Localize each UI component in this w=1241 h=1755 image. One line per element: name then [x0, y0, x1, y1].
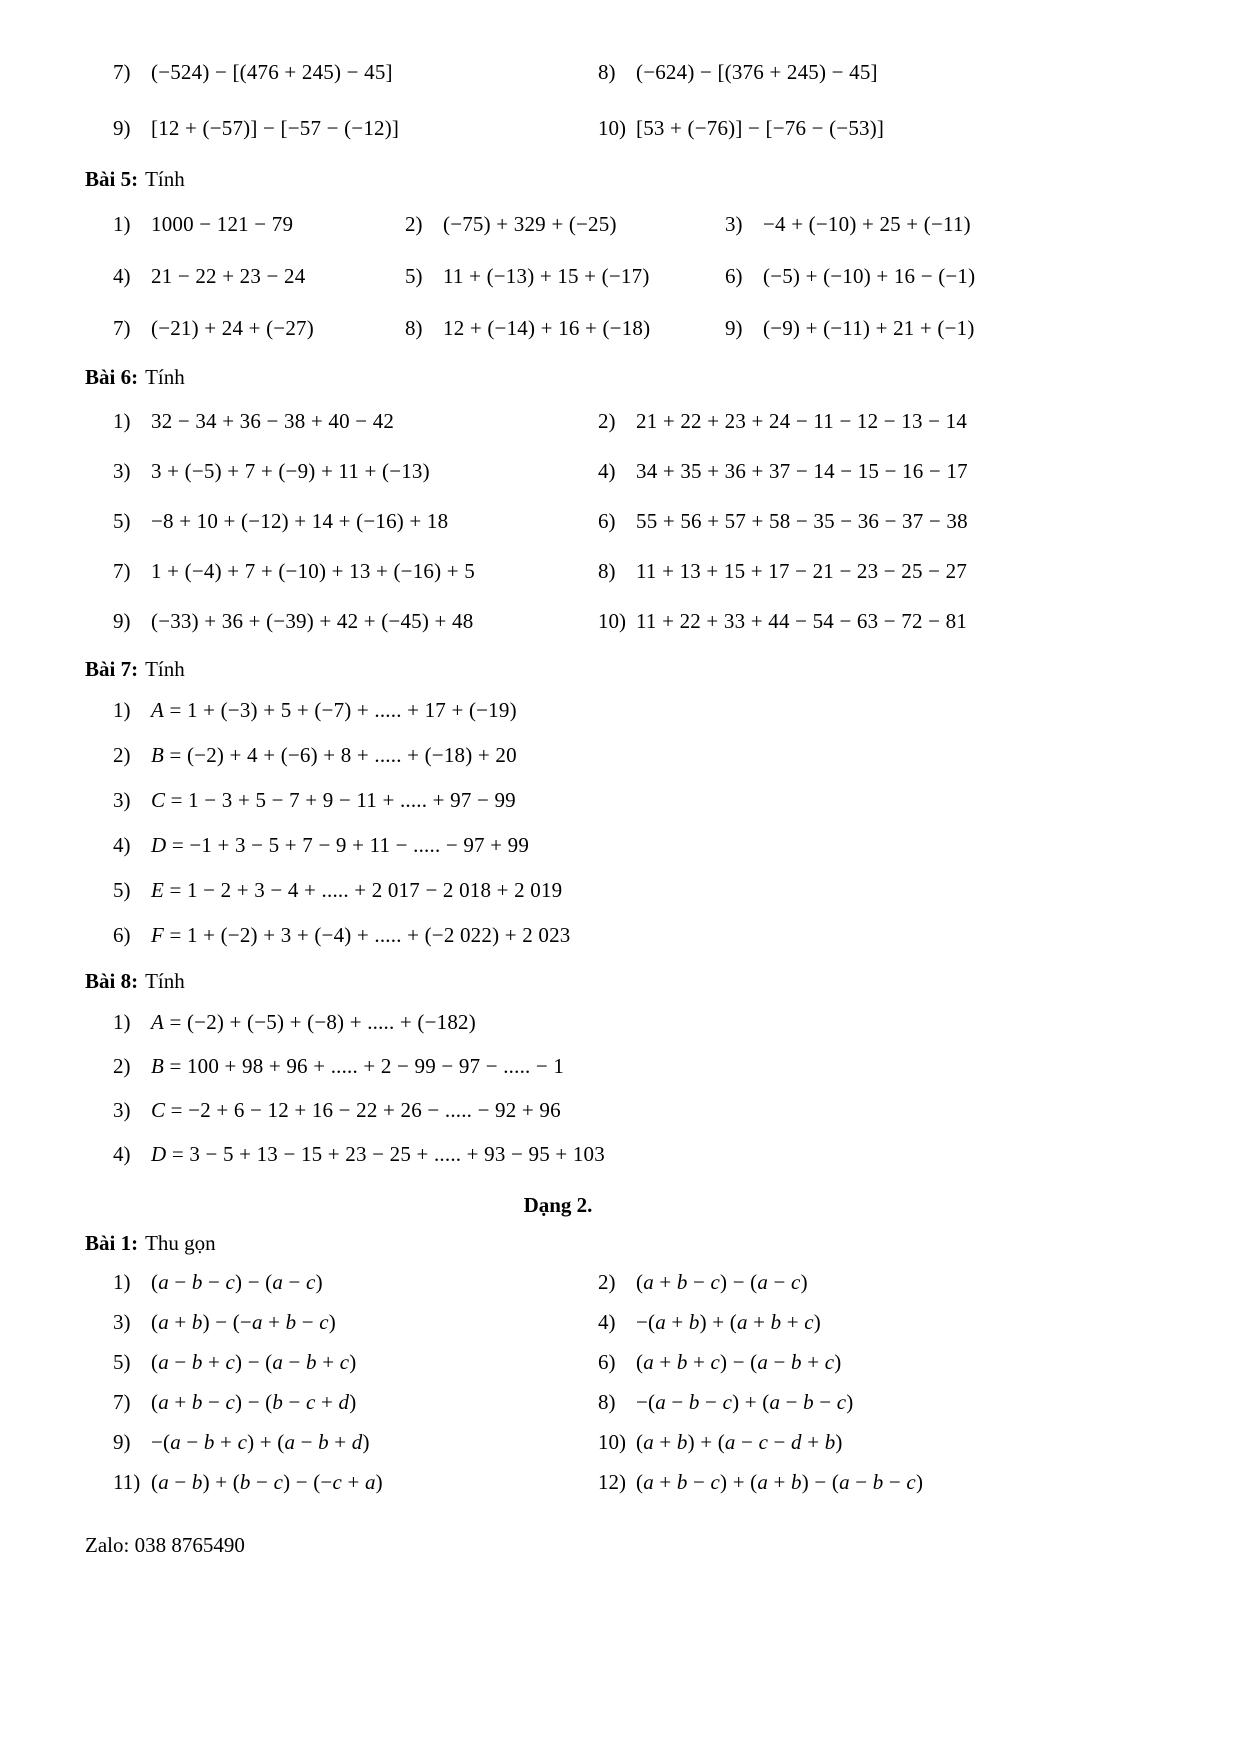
item-number: 1) — [113, 1269, 131, 1294]
item-number: 9) — [725, 315, 743, 340]
item-number: 7) — [113, 1389, 131, 1414]
section-subtitle: Thu gọn — [145, 1231, 216, 1255]
item-expression: (a − b) + (b − c) − (−c + a) — [151, 1469, 383, 1494]
item-number: 2) — [113, 743, 131, 767]
item-expression: (a + b − c) − (a − c) — [636, 1269, 808, 1294]
item-number: 1) — [113, 211, 131, 236]
bai5-items — [113, 198, 1201, 354]
exercise-item — [113, 496, 598, 546]
exercise-item — [598, 44, 1201, 100]
item-number: 3) — [725, 211, 743, 236]
section-title: Bài 5: — [85, 167, 139, 191]
item-expression: B = (−2) + 4 + (−6) + 8 + ..... + (−18) + 20 — [151, 743, 517, 767]
item-expression: D = 3 − 5 + 13 − 15 + 23 − 25 + ..... + 93 − 95 + 103 — [151, 1141, 605, 1166]
item-expression: 32 − 34 + 36 − 38 + 40 − 42 — [151, 408, 395, 433]
exercise-item — [113, 1000, 1201, 1044]
exercise-item — [598, 1262, 1201, 1302]
exercise-item — [598, 1422, 1201, 1462]
item-number: 3) — [113, 1097, 131, 1122]
item-expression: 11 + (−13) + 15 + (−17) — [443, 263, 650, 288]
bai8-header — [85, 966, 1201, 996]
item-expression: −(a − b + c) + (a − b + d) — [151, 1429, 370, 1454]
dang2-heading: Dạng 2. — [523, 1193, 593, 1217]
bai5-header — [85, 164, 1201, 194]
section-subtitle: Tính — [145, 969, 185, 993]
bai6-header — [85, 362, 1201, 392]
exercise-item — [113, 1342, 598, 1382]
section-subtitle: Tính — [145, 167, 185, 191]
footer-zalo: Zalo: 038 8765490 — [85, 1533, 245, 1557]
item-number: 2) — [598, 1269, 616, 1294]
item-number: 7) — [113, 315, 131, 340]
item-expression: 11 + 13 + 15 + 17 − 21 − 23 − 25 − 27 — [636, 558, 968, 583]
item-number: 5) — [113, 1349, 131, 1374]
exercise-item — [113, 1302, 598, 1342]
item-number: 5) — [113, 508, 131, 533]
exercise-item — [113, 1462, 598, 1502]
exercise-item — [598, 100, 1201, 156]
item-expression: (a + b + c) − (a − b + c) — [636, 1349, 842, 1374]
item-expression: (−624) − [(376 + 245) − 45] — [636, 59, 878, 84]
exercise-item — [113, 446, 598, 496]
item-number: 10) — [598, 1429, 626, 1454]
bai6-items — [113, 396, 1201, 646]
exercise-item — [598, 1302, 1201, 1342]
item-number: 4) — [113, 833, 131, 857]
item-expression: (−33) + 36 + (−39) + 42 + (−45) + 48 — [151, 608, 474, 633]
item-number: 6) — [725, 263, 743, 288]
item-expression: (a + b − c) − (b − c + d) — [151, 1389, 357, 1414]
item-number: 7) — [113, 558, 131, 583]
item-expression: B = 100 + 98 + 96 + ..... + 2 − 99 − 97 − ..... − 1 — [151, 1053, 565, 1078]
exercise-item — [725, 302, 1201, 354]
item-expression: (−5) + (−10) + 16 − (−1) — [763, 263, 976, 288]
item-number: 3) — [113, 1309, 131, 1334]
item-expression: −(a + b) + (a + b + c) — [636, 1309, 821, 1334]
exercise-item — [598, 1462, 1201, 1502]
item-number: 4) — [113, 263, 131, 288]
exercise-item — [113, 100, 598, 156]
item-number: 6) — [598, 1349, 616, 1374]
exercise-item — [598, 396, 1201, 446]
exercise-item — [598, 1382, 1201, 1422]
exercise-item — [113, 198, 405, 250]
item-number: 7) — [113, 59, 131, 84]
exercise-item — [113, 778, 1201, 823]
item-number: 3) — [113, 788, 131, 812]
item-number: 11) — [113, 1469, 141, 1494]
item-expression: 1000 − 121 − 79 — [151, 211, 294, 236]
item-expression: A = 1 + (−3) + 5 + (−7) + ..... + 17 + (−19) — [151, 698, 517, 722]
item-expression: (a − b + c) − (a − b + c) — [151, 1349, 357, 1374]
item-expression: [53 + (−76)] − [−76 − (−53)] — [636, 115, 885, 140]
item-expression: (−524) − [(476 + 245) − 45] — [151, 59, 393, 84]
item-expression: 1 + (−4) + 7 + (−10) + 13 + (−16) + 5 — [151, 558, 475, 583]
exercise-item — [113, 823, 1201, 868]
exercise-item — [113, 1132, 1201, 1176]
exercise-item — [113, 733, 1201, 778]
exercise-item — [405, 198, 725, 250]
item-number: 6) — [598, 508, 616, 533]
item-expression: E = 1 − 2 + 3 − 4 + ..... + 2 017 − 2 018 + 2 019 — [151, 878, 563, 902]
item-expression: −4 + (−10) + 25 + (−11) — [763, 211, 971, 236]
item-number: 4) — [113, 1141, 131, 1166]
item-expression: (a + b) + (a − c − d + b) — [636, 1429, 843, 1454]
bai1-header — [85, 1228, 1201, 1258]
exercise-item — [113, 1088, 1201, 1132]
item-number: 4) — [598, 1309, 616, 1334]
item-expression: D = −1 + 3 − 5 + 7 − 9 + 11 − ..... − 97 + 99 — [151, 833, 530, 857]
exercise-item — [113, 302, 405, 354]
exercise-item — [113, 913, 1201, 958]
item-number: 8) — [598, 1389, 616, 1414]
item-expression: (a − b − c) − (a − c) — [151, 1269, 323, 1294]
section-title: Bài 8: — [85, 969, 139, 993]
item-expression: −8 + 10 + (−12) + 14 + (−16) + 18 — [151, 508, 449, 533]
item-expression: 21 + 22 + 23 + 24 − 11 − 12 − 13 − 14 — [636, 408, 968, 433]
item-number: 1) — [113, 408, 131, 433]
section-subtitle: Tính — [145, 657, 185, 681]
bai1-items — [113, 1262, 1201, 1502]
item-expression: (a + b) − (−a + b − c) — [151, 1309, 336, 1334]
exercise-item — [113, 1382, 598, 1422]
item-number: 6) — [113, 923, 131, 947]
exercise-item — [113, 1262, 598, 1302]
item-expression: (−21) + 24 + (−27) — [151, 315, 314, 340]
item-expression: 11 + 22 + 33 + 44 − 54 − 63 − 72 − 81 — [636, 608, 968, 633]
section-title: Bài 1: — [85, 1231, 139, 1255]
bai7-items — [113, 688, 1201, 958]
item-expression: 34 + 35 + 36 + 37 − 14 − 15 − 16 − 17 — [636, 458, 968, 483]
exercise-item — [113, 250, 405, 302]
item-number: 10) — [598, 608, 626, 633]
exercise-item — [725, 198, 1201, 250]
item-expression: (−9) + (−11) + 21 + (−1) — [763, 315, 975, 340]
item-expression: 21 − 22 + 23 − 24 — [151, 263, 306, 288]
item-number: 2) — [405, 211, 423, 236]
exercise-item — [113, 1044, 1201, 1088]
intro-items — [113, 44, 1201, 156]
item-number: 1) — [113, 698, 131, 722]
item-expression: (−75) + 329 + (−25) — [443, 211, 617, 236]
exercise-item — [113, 688, 1201, 733]
item-number: 2) — [113, 1053, 131, 1078]
exercise-item — [598, 1342, 1201, 1382]
item-number: 8) — [405, 315, 423, 340]
item-expression: 12 + (−14) + 16 + (−18) — [443, 315, 651, 340]
item-number: 1) — [113, 1009, 131, 1034]
exercise-item — [113, 396, 598, 446]
item-number: 9) — [113, 1429, 131, 1454]
section-title: Bài 7: — [85, 657, 139, 681]
item-expression: A = (−2) + (−5) + (−8) + ..... + (−182) — [151, 1009, 476, 1034]
exercise-item — [598, 446, 1201, 496]
item-number: 5) — [113, 878, 131, 902]
exercise-item — [598, 496, 1201, 546]
item-expression: −(a − b − c) + (a − b − c) — [636, 1389, 854, 1414]
exercise-item — [113, 546, 598, 596]
item-number: 9) — [113, 115, 131, 140]
exercise-item — [405, 250, 725, 302]
item-number: 5) — [405, 263, 423, 288]
exercise-item — [113, 44, 598, 100]
item-expression: C = −2 + 6 − 12 + 16 − 22 + 26 − ..... − 92 + 96 — [151, 1097, 561, 1122]
item-expression: [12 + (−57)] − [−57 − (−12)] — [151, 115, 400, 140]
section-title: Bài 6: — [85, 365, 139, 389]
item-number: 9) — [113, 608, 131, 633]
bai8-items — [113, 1000, 1201, 1176]
item-number: 4) — [598, 458, 616, 483]
exercise-item — [598, 596, 1201, 646]
section-subtitle: Tính — [145, 365, 185, 389]
item-expression: (a + b − c) + (a + b) − (a − b − c) — [636, 1469, 924, 1494]
item-number: 12) — [598, 1469, 626, 1494]
exercise-item — [725, 250, 1201, 302]
item-number: 8) — [598, 558, 616, 583]
item-expression: 3 + (−5) + 7 + (−9) + 11 + (−13) — [151, 458, 430, 483]
item-number: 3) — [113, 458, 131, 483]
item-expression: 55 + 56 + 57 + 58 − 35 − 36 − 37 − 38 — [636, 508, 968, 533]
exercise-item — [405, 302, 725, 354]
exercise-item — [598, 546, 1201, 596]
item-expression: C = 1 − 3 + 5 − 7 + 9 − 11 + ..... + 97 − 99 — [151, 788, 516, 812]
exercise-item — [113, 1422, 598, 1462]
exercise-item — [113, 596, 598, 646]
item-expression: F = 1 + (−2) + 3 + (−4) + ..... + (−2 022) + 2 023 — [151, 923, 571, 947]
item-number: 8) — [598, 59, 616, 84]
item-number: 2) — [598, 408, 616, 433]
bai7-header — [85, 654, 1201, 684]
item-number: 10) — [598, 115, 626, 140]
exercise-item — [113, 868, 1201, 913]
